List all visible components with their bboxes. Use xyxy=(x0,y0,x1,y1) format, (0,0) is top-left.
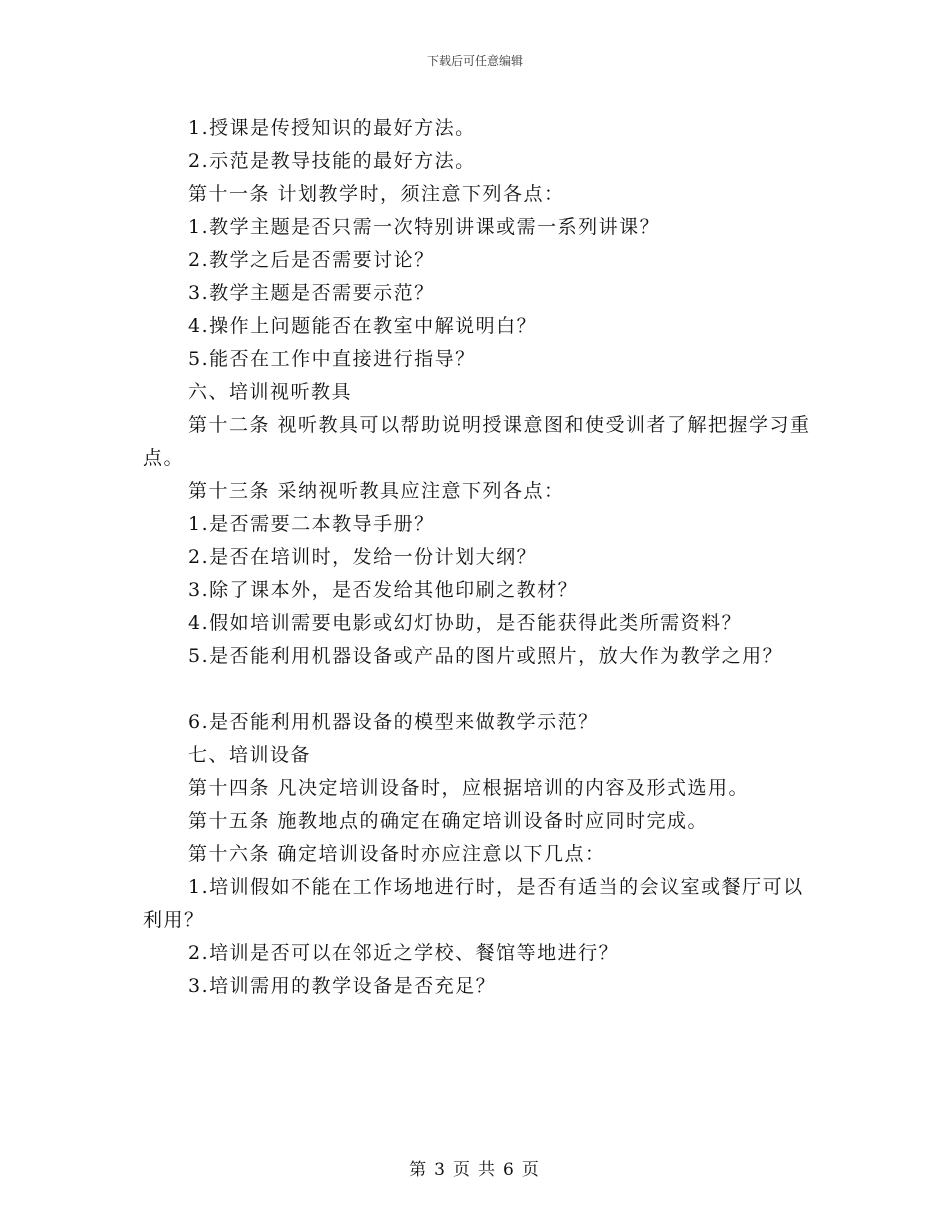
paragraph: 1.培训假如不能在工作场地进行时，是否有适当的会议室或餐厅可以利用？ xyxy=(143,876,804,931)
paragraph: 4.假如培训需要电影或幻灯协助，是否能获得此类所需资料？ xyxy=(188,612,743,634)
paragraph: 3.教学主题是否需要示范？ xyxy=(188,282,435,304)
page-header: 下载后可任意编辑 xyxy=(426,54,523,68)
footer-page-label: 页 xyxy=(453,1160,472,1180)
paragraph: 1.是否需要二本教导手册？ xyxy=(188,513,435,535)
section-heading: 六、培训视听教具 xyxy=(188,381,353,403)
paragraph: 4.操作上问题能否在教室中解说明白？ xyxy=(188,315,538,337)
paragraph: 第十六条 确定培训设备时亦应注意以下几点： xyxy=(188,843,606,865)
paragraph: 第十四条 凡决定培训设备时，应根据培训的内容及形式选用。 xyxy=(188,777,750,799)
footer-total-label: 共 xyxy=(478,1160,497,1180)
paragraph: 第十五条 施教地点的确定在确定培训设备时应同时完成。 xyxy=(188,810,709,832)
section-heading: 七、培训设备 xyxy=(188,744,312,766)
paragraph: 5.是否能利用机器设备或产品的图片或照片，放大作为教学之用？ xyxy=(188,645,784,667)
page-footer xyxy=(0,1155,950,1180)
paragraph: 1.教学主题是否只需一次特别讲课或需一系列讲课？ xyxy=(188,216,661,238)
paragraph: 第十三条 采纳视听教具应注意下列各点： xyxy=(188,480,565,502)
paragraph: 5.能否在工作中直接进行指导？ xyxy=(188,348,476,370)
paragraph: 3.培训需用的教学设备是否充足？ xyxy=(188,975,497,997)
footer-prefix: 第 xyxy=(409,1160,429,1180)
paragraph: 2.是否在培训时，发给一份计划大纲？ xyxy=(188,546,538,568)
current-page-number: 3 xyxy=(434,1160,447,1180)
paragraph: 3.除了课本外，是否发给其他印刷之教材？ xyxy=(188,579,579,601)
paragraph: 6.是否能利用机器设备的模型来做教学示范？ xyxy=(188,711,599,733)
paragraph: 2.培训是否可以在邻近之学校、餐馆等地进行？ xyxy=(188,942,620,964)
footer-suffix: 页 xyxy=(521,1160,541,1180)
paragraph: 第十二条 视听教具可以帮助说明授课意图和使受训者了解把握学习重点。 xyxy=(143,414,811,469)
paragraph: 2.示范是教导技能的最好方法。 xyxy=(188,150,476,172)
paragraph: 1.授课是传授知识的最好方法。 xyxy=(188,117,476,139)
paragraph: 第十一条 计划教学时，须注意下列各点： xyxy=(188,183,565,205)
total-pages-number: 6 xyxy=(503,1160,516,1180)
paragraph: 2.教学之后是否需要讨论？ xyxy=(188,249,435,271)
document-body xyxy=(143,112,815,1003)
